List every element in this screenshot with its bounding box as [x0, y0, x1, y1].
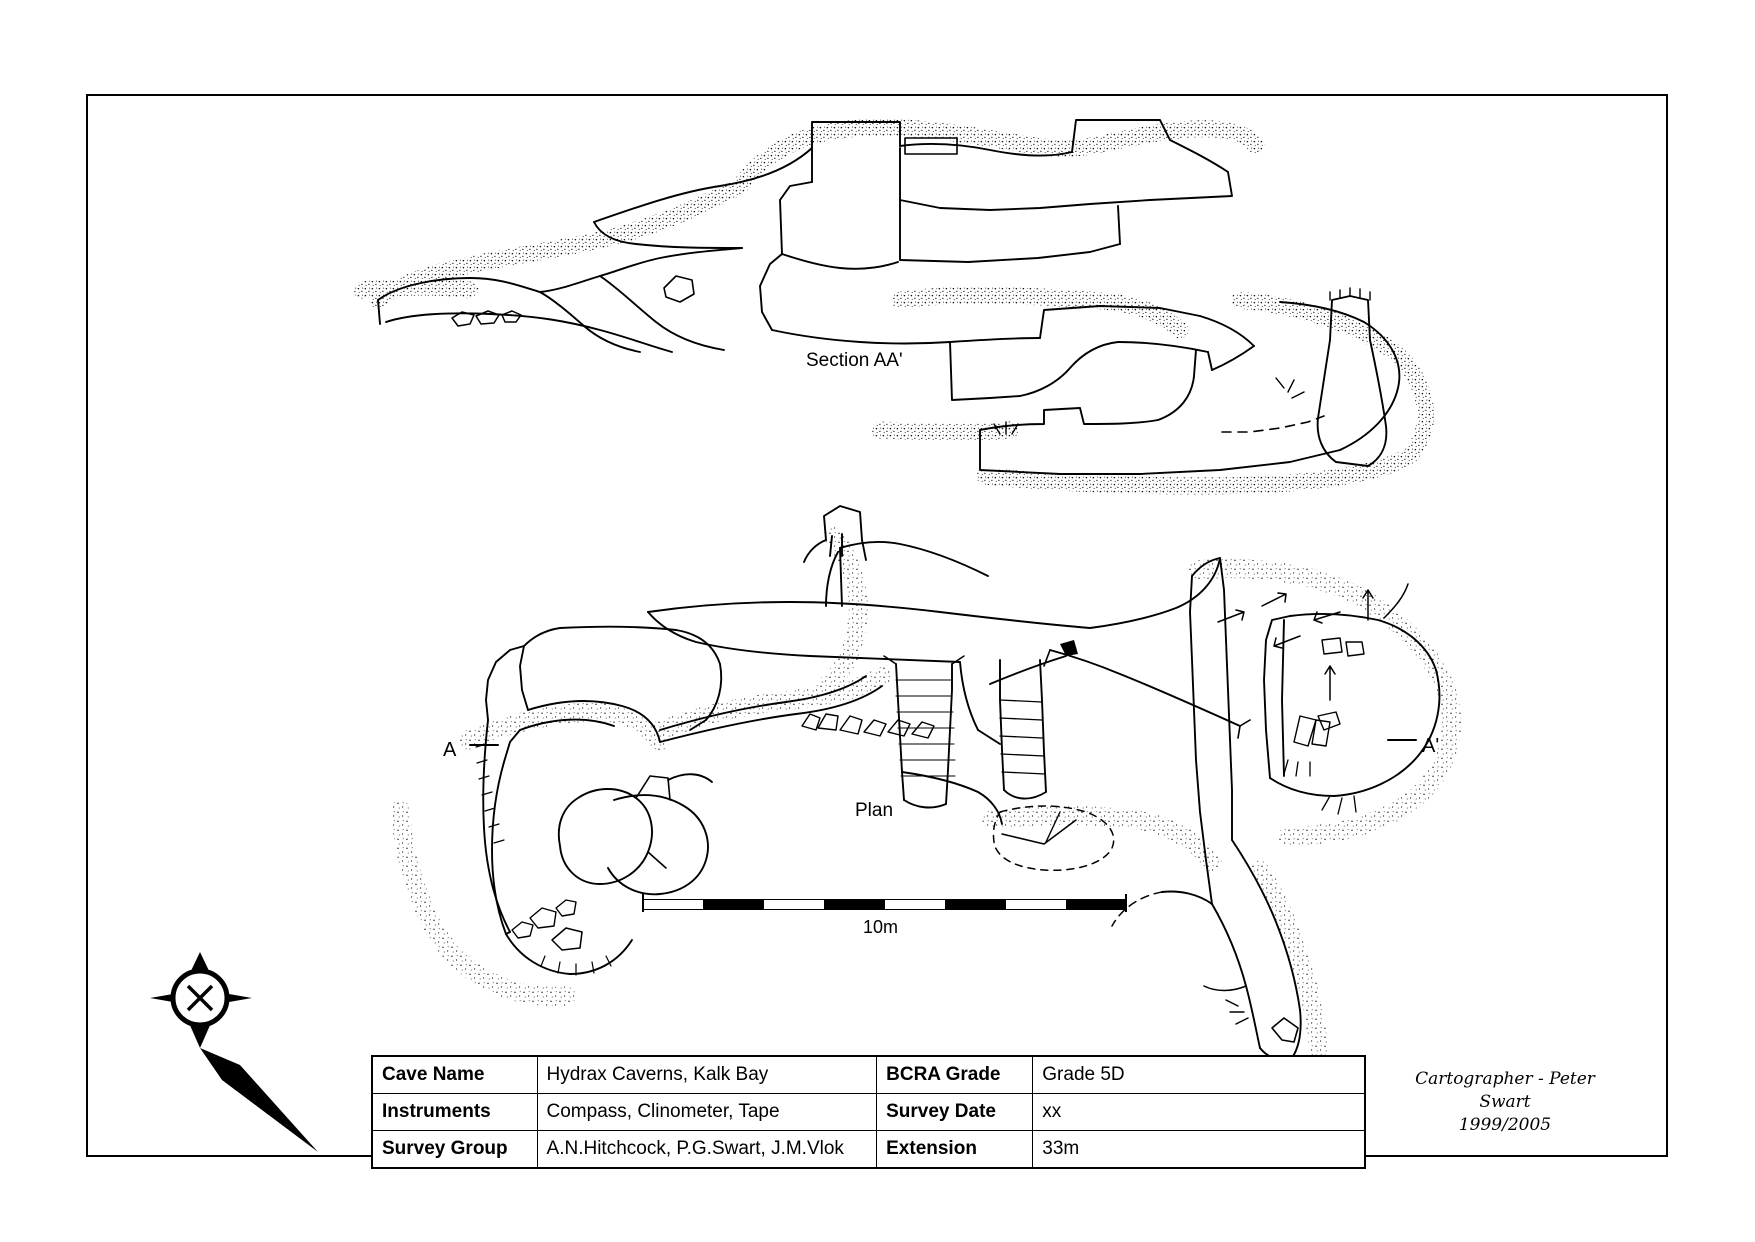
section-line-end-label: A'	[1422, 735, 1440, 757]
scale-segment	[1006, 900, 1067, 909]
extension-value: 33m	[1033, 1131, 1365, 1169]
table-row	[372, 1056, 1365, 1094]
bcra-grade-label: BCRA Grade	[877, 1056, 1033, 1094]
sheet-border	[86, 94, 1668, 1157]
cartographer-credit	[1405, 1068, 1605, 1137]
cave-name-value: Hydrax Caverns, Kalk Bay	[537, 1056, 877, 1094]
scale-bar-segments	[642, 899, 1127, 910]
scale-bar-label: 10m	[863, 917, 899, 937]
extension-label: Extension	[877, 1131, 1033, 1169]
survey-group-label: Survey Group	[372, 1131, 537, 1169]
cave-name-label: Cave Name	[372, 1056, 537, 1094]
scale-segment	[704, 900, 765, 909]
scale-segment	[825, 900, 886, 909]
scale-segment	[643, 900, 704, 909]
table-row	[372, 1094, 1365, 1131]
scale-bar	[642, 894, 1127, 912]
scale-segment	[885, 900, 946, 909]
title-block	[371, 1055, 1366, 1169]
scale-segment	[946, 900, 1007, 909]
section-line-start-label: A	[443, 739, 457, 761]
plan-label: Plan	[855, 800, 894, 821]
cartographer-name: Cartographer - Peter Swart	[1415, 1069, 1595, 1112]
survey-date-label: Survey Date	[877, 1094, 1033, 1131]
instruments-label: Instruments	[372, 1094, 537, 1131]
scale-segment	[1067, 900, 1127, 909]
survey-group-value: A.N.Hitchcock, P.G.Swart, J.M.Vlok	[537, 1131, 877, 1169]
bcra-grade-value: Grade 5D	[1033, 1056, 1365, 1094]
survey-date-value: xx	[1033, 1094, 1365, 1131]
instruments-value: Compass, Clinometer, Tape	[537, 1094, 877, 1131]
scale-segment	[764, 900, 825, 909]
section-label: Section AA'	[806, 350, 903, 371]
table-row	[372, 1131, 1365, 1169]
cartographer-dates: 1999/2005	[1458, 1114, 1552, 1135]
